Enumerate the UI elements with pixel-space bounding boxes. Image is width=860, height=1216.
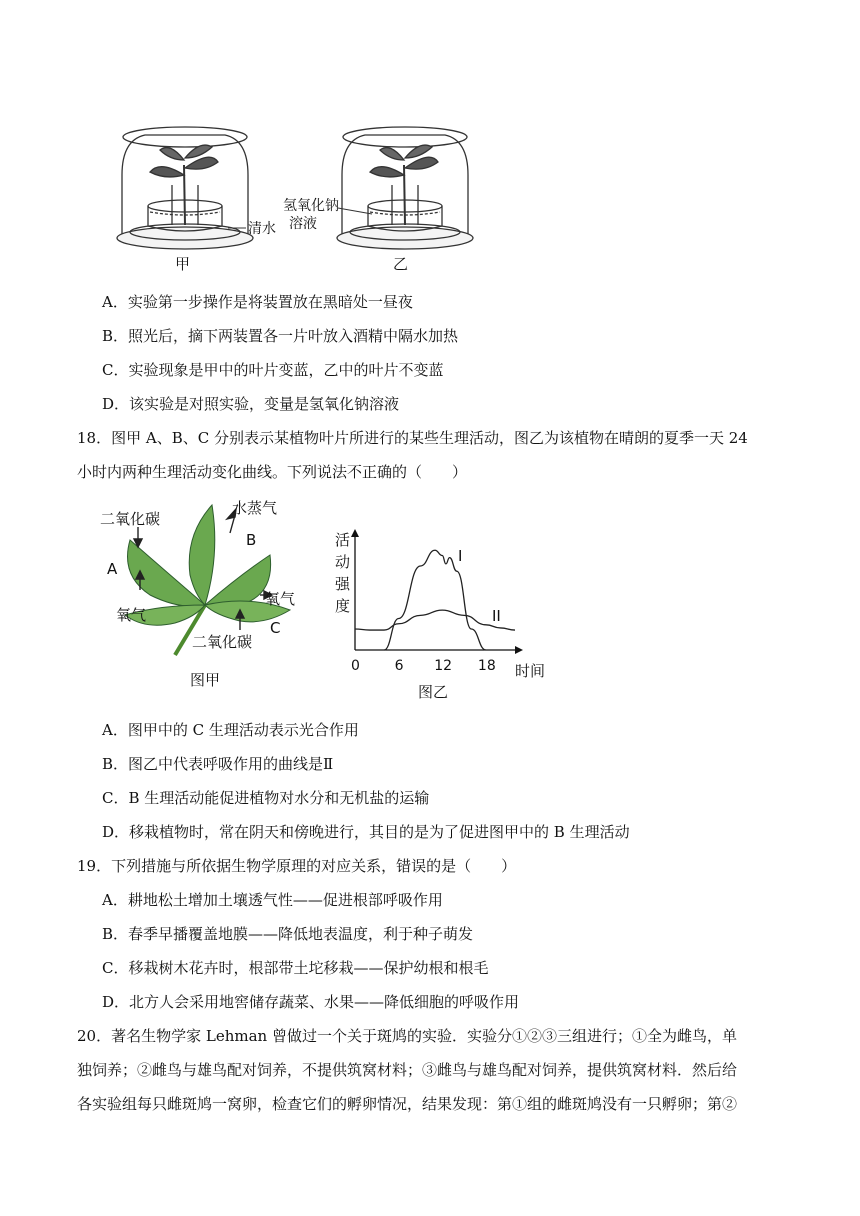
x-tick-label: 0 [351,658,360,674]
bell-jar-figure [0,0,860,280]
chart-caption: 图乙 [418,683,449,701]
q19-option-b: B．春季早播覆盖地膜——降低地表温度，利于种子萌发 [102,925,474,943]
chart-ylabel-1: 活 [335,531,351,549]
leaf-label-o2-right: 氧气 [265,590,296,608]
leaf-label-co2-top: 二氧化碳 [100,510,161,528]
fig17-label-naoh-1: 氢氧化钠 [283,198,339,214]
q18-option-c: C．B 生理活动能促进植物对水分和无机盐的运输 [102,789,430,807]
x-tick-label: 18 [477,658,496,674]
fig17-label-clear-water: 清水 [248,221,276,237]
chart-ylabel-3: 强 [335,575,351,593]
series-ii-label: II [492,607,501,625]
q18-stem-line-2: 小时内两种生理活动变化曲线。下列说法不正确的（ ） [77,463,468,481]
leaf-label-water-vapor: 水蒸气 [232,499,278,517]
q19-option-c: C．移栽树木花卉时，根部带土坨移栽——保护幼根和根毛 [102,959,489,977]
series-ii-line [355,610,515,630]
series-i-line [384,550,486,650]
series-i-label: I [458,547,463,565]
q19-stem: 19．下列措施与所依据生物学原理的对应关系，错误的是（ ） [77,857,517,875]
x-tick-label: 6 [394,658,404,674]
q20-line-2: 独饲养；②雌鸟与雄鸟配对饲养，不提供筑窝材料；③雌鸟与雄鸟配对饲养，提供筑窝材料．然后给 [77,1061,738,1079]
q17-option-c: C．实验现象是甲中的叶片变蓝，乙中的叶片不变蓝 [102,361,444,379]
q18-option-b: B．图乙中代表呼吸作用的曲线是Ⅱ [102,755,334,773]
leaf-label-b: B [246,531,257,549]
bell-jar-jia [117,127,253,249]
chart-y-arrow [351,529,359,537]
q18-stem-line-1: 18．图甲 A、B、C 分别表示某植物叶片所进行的某些生理活动，图乙为该植物在晴朗的夏季一天 24 [77,429,748,447]
fig17-caption-yi: 乙 [393,255,409,273]
q19-option-a: A．耕地松土增加土壤透气性——促进根部呼吸作用 [102,891,443,909]
chart-xlabel: 时间 [515,662,546,680]
chart-ylabel-4: 度 [335,597,351,615]
q19-option-d: D．北方人会采用地窖储存蔬菜、水果——降低细胞的呼吸作用 [102,993,520,1011]
x-tick-label: 12 [434,658,453,674]
activity-chart [325,495,565,705]
q20-line-1: 20．著名生物学家 Lehman 曾做过一个关于斑鸠的实验．实验分①②③三组进行；①全为雌鸟，单 [77,1027,737,1045]
q18-option-d: D．移栽植物时，常在阴天和傍晚进行，其目的是为了促进图甲中的 B 生理活动 [102,823,630,841]
fig17-label-naoh-2: 溶液 [289,216,317,232]
bell-jar-yi [337,127,473,249]
leaf-label-co2-bottom: 二氧化碳 [192,633,253,651]
leaf-label-o2-left: 氧气 [116,606,147,624]
q17-option-a: A．实验第一步操作是将装置放在黑暗处一昼夜 [102,293,413,311]
q17-option-d: D．该实验是对照实验，变量是氢氧化钠溶液 [102,395,400,413]
q17-option-b: B．照光后，摘下两装置各一片叶放入酒精中隔水加热 [102,327,459,345]
q18-option-a: A．图甲中的 C 生理活动表示光合作用 [102,721,359,739]
chart-x-arrow [515,646,523,654]
fig17-caption-jia: 甲 [175,255,191,273]
leaf-label-c: C [270,619,281,637]
leaf-label-a: A [107,560,118,578]
q20-line-3: 各实验组每只雌斑鸠一窝卵，检查它们的孵卵情况，结果发现：第①组的雌斑鸠没有一只孵卵；第② [77,1095,738,1113]
chart-ylabel-2: 动 [335,553,351,571]
leaf-diagram-caption: 图甲 [190,671,221,689]
